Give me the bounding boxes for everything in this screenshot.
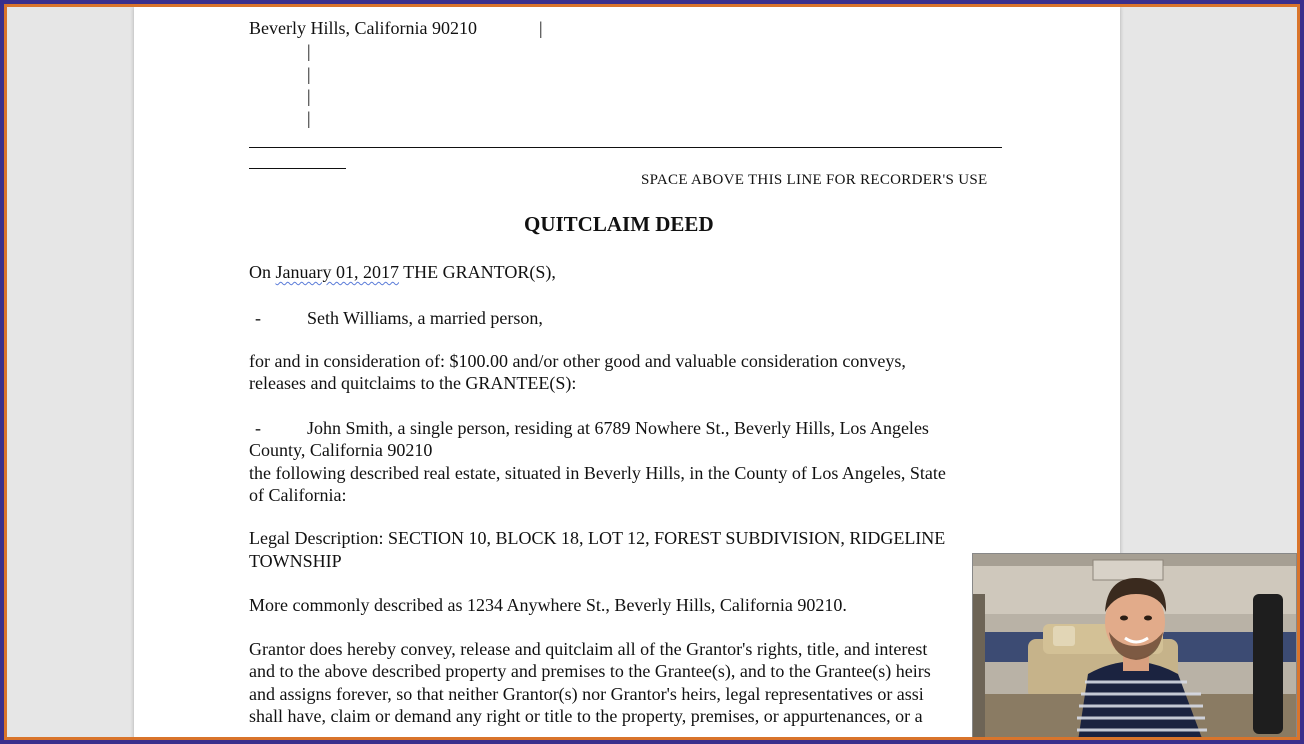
- convey-line: and to the above described property and premises to the Grantee(s), and to the Grantee(s) heirs: [249, 661, 931, 681]
- consideration-line: for and in consideration of: $100.00 and/or other good and valuable consideration conveys,: [249, 351, 906, 371]
- convey-line: Grantor does hereby convey, release and quitclaim all of the Grantor's rights, title, and interest: [249, 639, 928, 659]
- legal-description-line: TOWNSHIP: [249, 551, 342, 571]
- intro-date: January 01, 2017: [275, 262, 399, 282]
- bullet: -: [255, 418, 261, 438]
- realestate-line: the following described real estate, situated in Beverly Hills, in the County of Los Angeles, State: [249, 463, 946, 483]
- intro-suffix: THE GRANTOR(S),: [398, 262, 556, 282]
- table-border: |: [539, 18, 543, 38]
- table-border: |: [307, 108, 311, 128]
- address-line: Beverly Hills, California 90210: [249, 18, 477, 38]
- consideration-line: releases and quitclaims to the GRANTEE(S):: [249, 373, 577, 393]
- table-border: |: [307, 41, 311, 61]
- short-rule: [249, 168, 346, 169]
- legal-description-line: Legal Description: SECTION 10, BLOCK 18, LOT 12, FOREST SUBDIVISION, RIDGELINE: [249, 528, 946, 548]
- grantee-line: John Smith, a single person, residing at 6789 Nowhere St., Beverly Hills, Los Angeles: [307, 418, 929, 438]
- convey-line: and assigns forever, so that neither Grantor(s) nor Grantor's heirs, legal representatives or assi: [249, 684, 924, 704]
- table-border: |: [307, 86, 311, 106]
- page-title: QUITCLAIM DEED: [524, 212, 714, 236]
- convey-line: shall have, claim or demand any right or title to the property, premises, or appurtenances, or a: [249, 706, 923, 726]
- presenter-video-icon: [973, 554, 1296, 740]
- realestate-line: of California:: [249, 485, 347, 505]
- webcam-overlay: [972, 553, 1297, 740]
- intro-line: [249, 261, 556, 283]
- common-description: More commonly described as 1234 Anywhere St., Beverly Hills, California 90210.: [249, 595, 847, 615]
- recorder-note: SPACE ABOVE THIS LINE FOR RECORDER'S USE: [641, 172, 988, 188]
- viewer-area: [4, 4, 1300, 740]
- grantee-line: County, California 90210: [249, 440, 433, 460]
- table-border: |: [307, 64, 311, 84]
- intro-prefix: On: [249, 262, 276, 282]
- bullet: -: [255, 308, 261, 328]
- recorder-rule: [249, 147, 1002, 148]
- grantor-line: Seth Williams, a married person,: [307, 308, 543, 328]
